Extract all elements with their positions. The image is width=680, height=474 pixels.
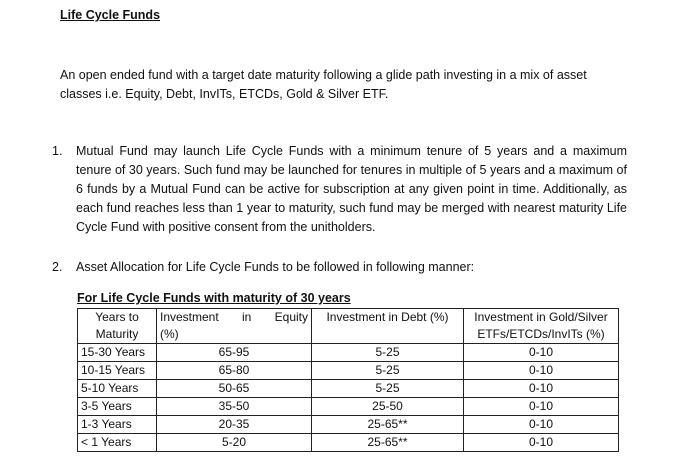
cell-debt: 25-50	[312, 398, 464, 416]
table-row	[78, 380, 619, 398]
table-row	[78, 398, 619, 416]
table-row	[78, 344, 619, 362]
cell-equity: 20-35	[157, 416, 312, 434]
header-text: Maturity	[95, 327, 139, 341]
list-item	[52, 142, 627, 237]
cell-equity: 65-95	[157, 344, 312, 362]
cell-gold-silver: 0-10	[464, 434, 619, 452]
header-text: Investment in Debt (%)	[326, 310, 449, 324]
cell-gold-silver: 0-10	[464, 344, 619, 362]
cell-equity: 5-20	[157, 434, 312, 452]
table-row	[78, 416, 619, 434]
header-text: ETFs/ETCDs/InvITs (%)	[477, 327, 605, 341]
cell-debt: 25-65**	[312, 416, 464, 434]
cell-maturity: < 1 Years	[78, 434, 157, 452]
list-number: 1.	[52, 144, 63, 158]
cell-equity: 35-50	[157, 398, 312, 416]
table-row	[78, 434, 619, 452]
table-header-row	[78, 309, 619, 344]
cell-gold-silver: 0-10	[464, 380, 619, 398]
asset-allocation-table	[77, 308, 619, 452]
header-debt	[312, 309, 464, 344]
header-equity	[157, 309, 312, 344]
cell-maturity: 5-10 Years	[78, 380, 157, 398]
intro-paragraph: An open ended fund with a target date maturity following a glide path investing in a mix of asset classes i.e. Equity, Debt, InvITs, ETCDs, Gold & Silver ETF.	[60, 68, 587, 101]
table-title: For Life Cycle Funds with maturity of 30 years	[77, 291, 351, 305]
cell-gold-silver: 0-10	[464, 416, 619, 434]
header-text: Investment in Equity	[160, 310, 308, 324]
cell-maturity: 1-3 Years	[78, 416, 157, 434]
cell-maturity: 10-15 Years	[78, 362, 157, 380]
cell-debt: 25-65**	[312, 434, 464, 452]
cell-equity: 50-65	[157, 380, 312, 398]
list-item	[52, 258, 627, 277]
header-years-to-maturity	[78, 309, 157, 344]
list-text: Mutual Fund may launch Life Cycle Funds with a minimum tenure of 5 years and a maximum tenure of 30 years. Such fund may be launched for tenures in multiple of 5 years and a maximum of 6 funds by a Mutual Fund can be active for subscription at any given point in time. Additionally, as each fund reaches less than 1 year to maturity, such fund may be merged with nearest maturity Life Cycle Fund with positive consent from the unitholders.	[76, 144, 627, 234]
cell-gold-silver: 0-10	[464, 398, 619, 416]
header-text: (%)	[160, 327, 179, 341]
list-number: 2.	[52, 260, 63, 274]
cell-maturity: 15-30 Years	[78, 344, 157, 362]
cell-debt: 5-25	[312, 362, 464, 380]
cell-gold-silver: 0-10	[464, 362, 619, 380]
header-text: Years to	[95, 310, 139, 324]
header-gold-silver	[464, 309, 619, 344]
cell-equity: 65-80	[157, 362, 312, 380]
table-row	[78, 362, 619, 380]
section-heading: Life Cycle Funds	[60, 8, 161, 22]
list-text: Asset Allocation for Life Cycle Funds to be followed in following manner:	[76, 260, 475, 274]
cell-debt: 5-25	[312, 344, 464, 362]
cell-debt: 5-25	[312, 380, 464, 398]
header-text: Investment in Gold/Silver	[474, 310, 608, 324]
cell-maturity: 3-5 Years	[78, 398, 157, 416]
